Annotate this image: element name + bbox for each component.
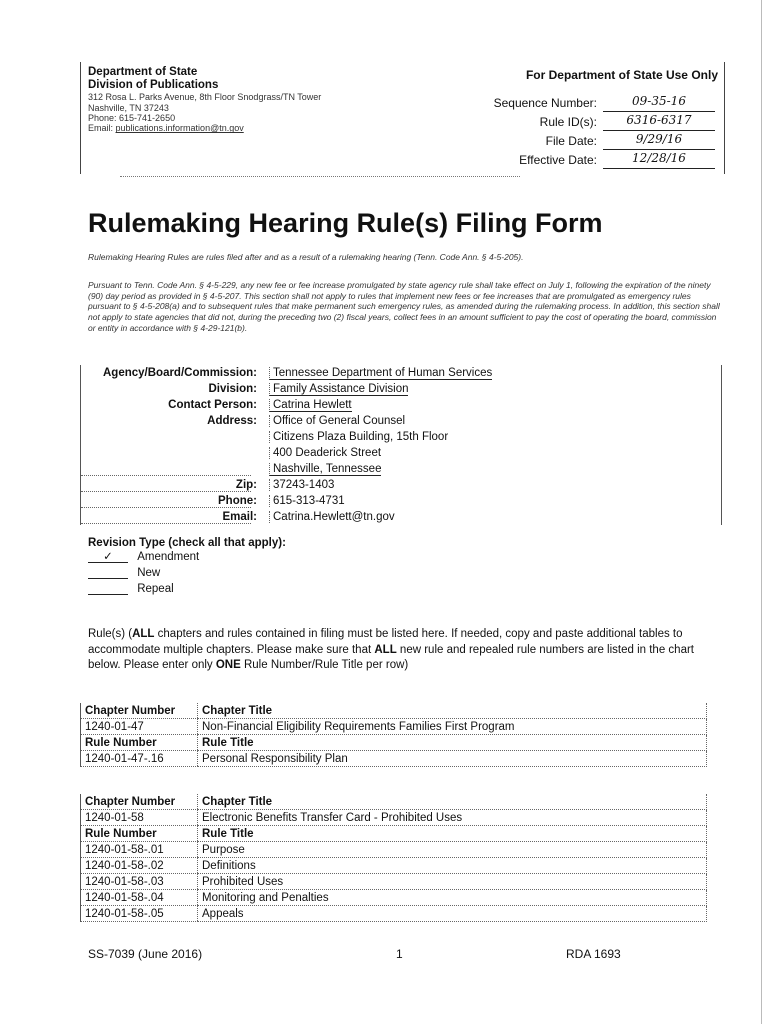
table-row	[81, 842, 707, 858]
effective-date-field[interactable]: 12/28/16	[603, 151, 715, 169]
header-bottom-divider	[120, 176, 520, 177]
form-id: SS-7039 (June 2016)	[88, 947, 203, 961]
division-name: Division of Publications	[88, 79, 219, 92]
address-row-3	[81, 447, 721, 463]
division-field[interactable]: Family Assistance Division	[269, 383, 408, 396]
chapter-number-cell[interactable]: 1240-01-58	[81, 810, 198, 826]
chapter-number-cell[interactable]: 1240-01-47	[81, 719, 198, 735]
rda-number: RDA 1693	[566, 947, 621, 961]
rule-id-label: Rule ID(s):	[539, 115, 597, 129]
chapter-title-cell[interactable]: Non-Financial Eligibility Requirements Families First Program	[198, 719, 707, 735]
rule-title-cell[interactable]: Purpose	[198, 842, 707, 858]
chapter-table-2	[80, 794, 707, 922]
rule-header-row	[81, 735, 707, 751]
rule-title-cell[interactable]: Personal Responsibility Plan	[198, 751, 707, 767]
revision-type-heading: Revision Type (check all that apply):	[88, 537, 286, 549]
rule-number-cell[interactable]: 1240-01-58-.01	[81, 842, 198, 858]
table-row	[81, 874, 707, 890]
rule-number-header: Rule Number	[81, 735, 198, 751]
contact-row	[81, 399, 721, 415]
publisher-email-link[interactable]: publications.information@tn.gov	[115, 123, 244, 134]
rules-intro-text-4: Rule Number/Rule Title per row)	[240, 659, 409, 672]
chapter-title-cell[interactable]: Electronic Benefits Transfer Card - Prohibited Uses	[198, 810, 707, 826]
publisher-address: 312 Rosa L. Parks Avenue, 8th Floor Snodgrass/TN Tower	[88, 92, 322, 103]
rule-number-cell[interactable]: 1240-01-47-.16	[81, 751, 198, 767]
table-row	[81, 890, 707, 906]
sequence-number-label: Sequence Number:	[493, 96, 597, 110]
revision-check-blank	[88, 581, 128, 595]
agency-row	[81, 367, 721, 383]
chapter-title-header: Chapter Title	[198, 703, 707, 719]
header-left-rule	[80, 62, 81, 174]
page-number: 1	[396, 947, 403, 961]
contact-label: Contact Person:	[168, 399, 257, 411]
zip-row	[81, 479, 721, 495]
rule-id-row	[440, 115, 715, 133]
publisher-city: Nashville, TN 37243	[88, 102, 169, 113]
revision-option-label: Amendment	[137, 551, 200, 563]
publisher-email-line	[88, 123, 388, 133]
table-row	[81, 751, 707, 767]
file-date-field[interactable]: 9/29/16	[603, 132, 715, 150]
agency-field[interactable]: Tennessee Department of Human Services	[269, 367, 492, 380]
chapter-number-header: Chapter Number	[81, 703, 198, 719]
rule-number-header: Rule Number	[81, 826, 198, 842]
rule-id-field[interactable]: 6316-6317	[603, 113, 715, 131]
rule-title-header: Rule Title	[198, 735, 707, 751]
publisher-phone: Phone: 615-741-2650	[88, 113, 176, 124]
department-name: Department of State	[88, 66, 198, 78]
address-line-4[interactable]: Nashville, Tennessee	[269, 463, 381, 476]
division-label: Division:	[208, 383, 257, 395]
address-line-3[interactable]: 400 Deaderick Street	[269, 447, 381, 459]
rules-intro-text-1: Rule(s) (	[88, 628, 133, 640]
revision-check-blank	[88, 565, 128, 579]
zip-label: Zip:	[235, 479, 257, 491]
rule-number-cell[interactable]: 1240-01-58-.03	[81, 874, 198, 890]
contact-field[interactable]: Catrina Hewlett	[269, 399, 352, 412]
rules-instructions	[88, 627, 718, 674]
sequence-number-field[interactable]: 09-35-16	[603, 94, 715, 112]
zip-field[interactable]: 37243-1403	[269, 479, 334, 491]
email-row	[81, 511, 721, 527]
revision-option-amendment[interactable]	[88, 549, 286, 565]
phone-field[interactable]: 615-313-4731	[269, 495, 345, 507]
phone-row	[81, 495, 721, 511]
chapter-table-1	[80, 703, 707, 767]
chapter-title-header: Chapter Title	[198, 794, 707, 810]
state-use-only-heading: For Department of State Use Only	[525, 68, 718, 82]
rule-header-row	[81, 826, 707, 842]
effective-date-label: Effective Date:	[519, 153, 597, 167]
form-title: Rulemaking Hearing Rule(s) Filing Form	[88, 208, 603, 238]
publisher-email-label: Email:	[88, 123, 116, 134]
agency-info-block	[80, 365, 722, 525]
address-row	[81, 415, 721, 431]
rules-intro-bold-2: ALL	[374, 643, 397, 656]
chapter-header-row	[81, 794, 707, 810]
sequence-number-row	[440, 96, 715, 114]
table-row	[81, 906, 707, 922]
division-row	[81, 383, 721, 399]
chapter-header-row	[81, 703, 707, 719]
effective-date-row	[440, 153, 715, 171]
file-date-label: File Date:	[545, 134, 597, 148]
chapter-number-header: Chapter Number	[81, 794, 198, 810]
revision-option-label: Repeal	[137, 583, 174, 595]
email-field[interactable]: Catrina.Hewlett@tn.gov	[269, 511, 395, 523]
rule-title-cell[interactable]: Prohibited Uses	[198, 874, 707, 890]
rule-number-cell[interactable]: 1240-01-58-.02	[81, 858, 198, 874]
address-row-2	[81, 431, 721, 447]
rules-intro-bold-1: ALL	[132, 628, 155, 640]
rule-title-header: Rule Title	[198, 826, 707, 842]
fee-paragraph: Pursuant to Tenn. Code Ann. § 4-5-229, any new fee or fee increase promulgated by state agency rule shall take effect on July 1, following the expiration of the ninety (90) day period as provided in § 4-5-207. This section shall not apply to rules that implement new fees or fee increases that are promulgated as emergency rules pursuant to § 4-5-208(a) and to subsequent rules that make permanent such emergency rules, as amended during the rulemaking process. In addition, this section shall not apply to state agencies that did not, during the preceding two (2) fiscal years, collect fees in an amount sufficient to pay the cost of operating the board, commission or entity in accordance with § 4-29-121(b).	[88, 280, 720, 333]
revision-option-new[interactable]	[88, 565, 286, 581]
rules-intro-bold-3: ONE	[215, 659, 241, 672]
rule-title-cell[interactable]: Appeals	[198, 906, 707, 922]
phone-label: Phone:	[218, 495, 257, 507]
scan-edge-line	[761, 0, 762, 1024]
rule-number-cell[interactable]: 1240-01-58-.04	[81, 890, 198, 906]
rule-title-cell[interactable]: Monitoring and Penalties	[198, 890, 707, 906]
address-blank-line	[81, 463, 251, 476]
address-row-4	[81, 463, 721, 479]
rule-number-cell[interactable]: 1240-01-58-.05	[81, 906, 198, 922]
table-row	[81, 858, 707, 874]
address-line-2[interactable]: Citizens Plaza Building, 15th Floor	[269, 431, 448, 443]
chapter-row	[81, 810, 707, 826]
publisher-block	[88, 66, 388, 134]
rules-intro-text-3: new rule and repealed rule numbers are listed in the chart below. Please enter only	[88, 643, 694, 672]
agency-label: Agency/Board/Commission:	[103, 367, 257, 379]
checkmark-icon: ✓	[88, 549, 128, 563]
rule-title-cell[interactable]: Definitions	[198, 858, 707, 874]
file-date-row	[440, 134, 715, 152]
revision-type-section	[88, 537, 286, 597]
chapter-row	[81, 719, 707, 735]
rules-intro-text-2: chapters and rules contained in filing must be listed here. If needed, copy and paste additional tables to accommodate multiple chapters. Please make sure that	[88, 628, 683, 656]
header-right-rule	[724, 62, 725, 174]
email-label: Email:	[222, 511, 257, 523]
revision-option-repeal[interactable]	[88, 581, 286, 597]
revision-option-label: New	[137, 567, 161, 579]
form-subtitle: Rulemaking Hearing Rules are rules filed after and as a result of a rulemaking hearing (Tenn. Code Ann. § 4-5-205).	[88, 252, 524, 262]
address-label: Address:	[207, 415, 257, 427]
address-line-1[interactable]: Office of General Counsel	[269, 415, 405, 427]
zip-blank-line	[81, 479, 251, 492]
